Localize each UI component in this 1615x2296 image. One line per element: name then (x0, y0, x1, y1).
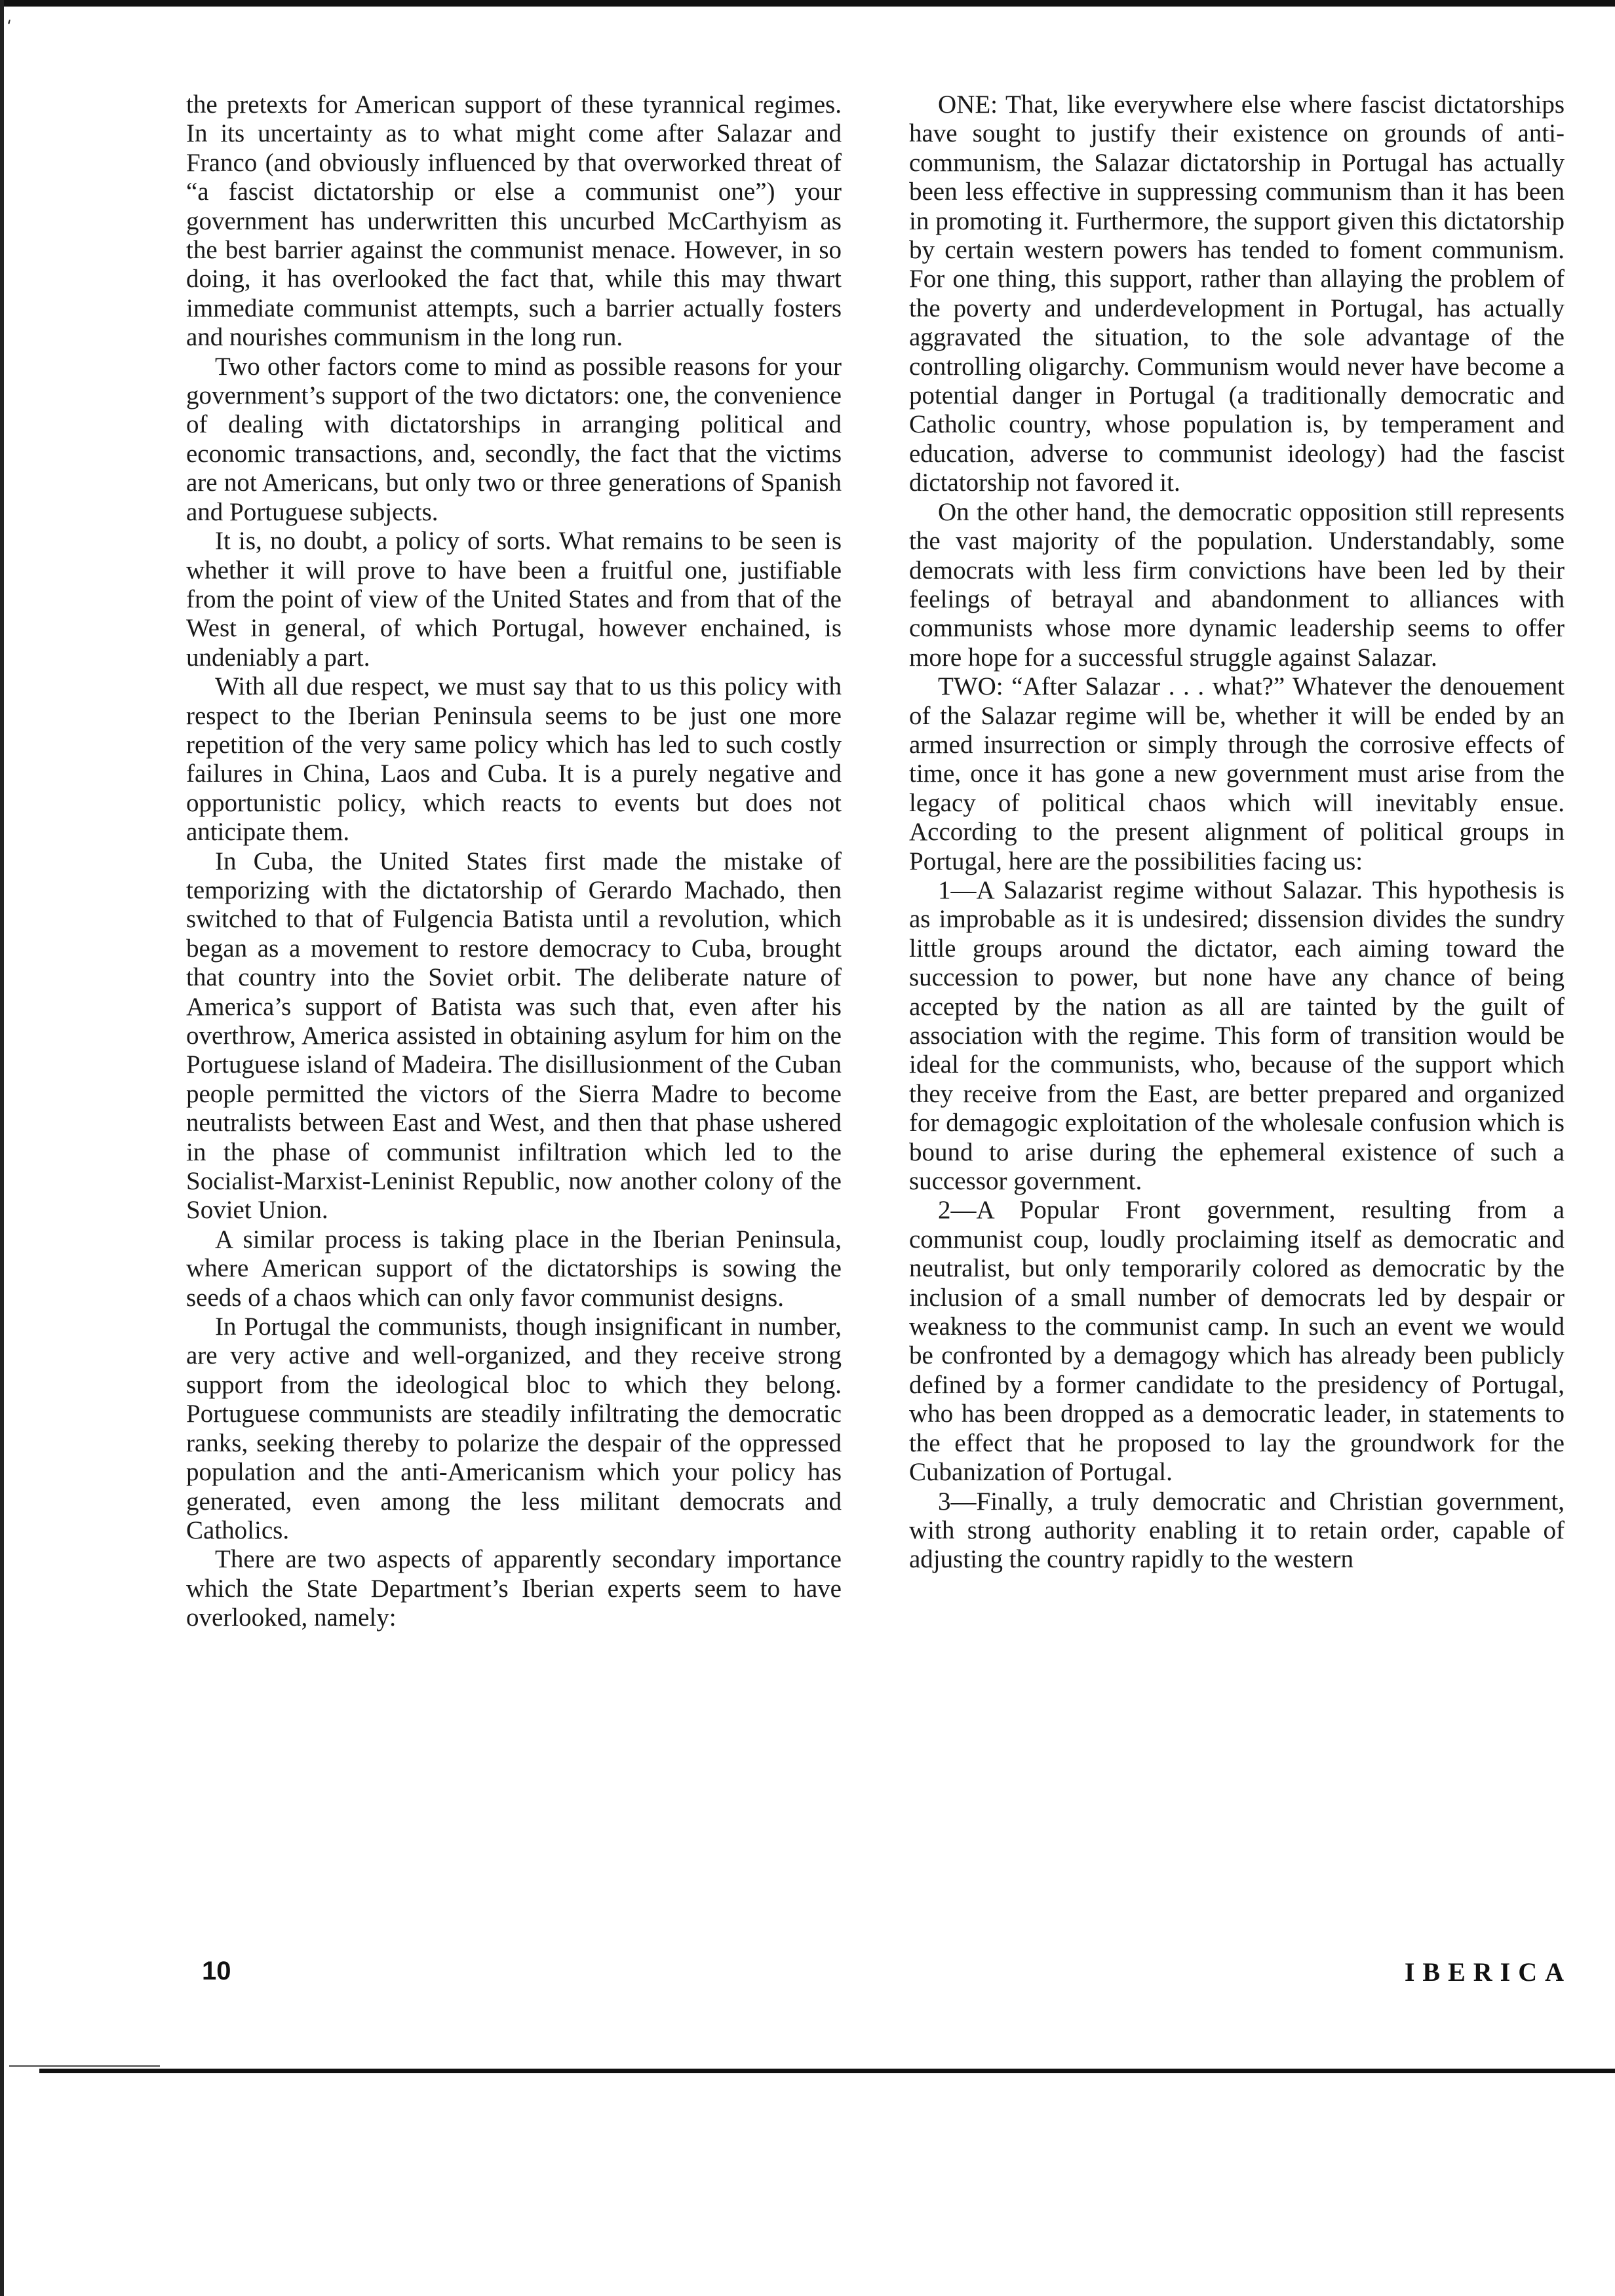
paragraph: On the other hand, the democratic opposition still represents the vast majority of the population. Understandably, some democrats with less firm convictions have been led by their feelings of betrayal and abandonment to alliances with communists whose more dynamic leadership seems to offer more hope for a successful struggle against Salazar. (909, 497, 1565, 672)
paragraph: In Portugal the communists, though insignificant in number, are very active and well-organized, and they receive strong support from the ideological bloc to which they belong. Portuguese communists are steadily infiltrating the democratic ranks, seeking thereby to polarize the despair of the oppressed population and the anti-Americanism which your policy has generated, even among the less militant democrats and Catholics. (186, 1312, 842, 1544)
paragraph: In Cuba, the United States first made the mistake of temporizing with the dictatorship of Gerardo Machado, then switched to that of Fulgencia Batista until a revolution, which began as a movement to restore democracy to Cuba, brought that country into the Soviet orbit. The deliberate nature of America’s support of Batista was such that, even after his overthrow, America assisted in obtaining asylum for him on the Portuguese island of Madeira. The disillusionment of the Cuban people permitted the victors of the Sierra Madre to become neutralists between East and West, and then that phase ushered in the phase of communist infiltration which led to the Socialist-Marxist-Leninist Republic, now another colony of the Soviet Union. (186, 847, 842, 1225)
paragraph: There are two aspects of apparently secondary importance which the State Department’s Iberian experts seem to have overlooked, namely: (186, 1545, 842, 1632)
paragraph: ONE: That, like everywhere else where fascist dictatorships have sought to justify their existence on grounds of anti-communism, the Salazar dictatorship in Portugal has actually been less effective in suppressing communism than it has been in promoting it. Furthermore, the support given this dictatorship by certain western powers has tended to foment communism. For one thing, this support, rather than allaying the problem of the poverty and underdevelopment in Portugal, has actually aggravated the situation, to the sole advantage of the controlling oligarchy. Communism would never have become a potential danger in Portugal (a traditionally democratic and Catholic country, whose population is, by temperament and education, adverse to communist ideology) had the fascist dictatorship not favored it. (909, 90, 1565, 497)
paragraph: the pretexts for American support of these tyrannical regimes. In its uncertainty as to what might come after Salazar and Franco (and obviously influenced by that overworked threat of “a fascist dictatorship or else a communist one”) your government has underwritten this uncurbed McCarthyism as the best barrier against the communist menace. However, in so doing, it has overlooked the fact that, while this may thwart immediate communist attempts, such a barrier actually fosters and nourishes communism in the long run. (186, 90, 842, 352)
right-column (909, 90, 1565, 1575)
paragraph: 3—Finally, a truly democratic and Christian government, with strong authority enabling it to retain order, capable of adjusting the country rapidly to the western (909, 1487, 1565, 1574)
corner-mark-icon: ⸲ (7, 7, 11, 26)
left-column (186, 90, 842, 1633)
publication-title: IBERICA (1404, 1957, 1572, 1987)
paragraph: 1—A Salazarist regime without Salazar. This hypothesis is as improbable as it is undesired; dissension divides the sundry little groups around the dictator, each aiming toward the succession to power, but none have any chance of being accepted by the nation as all are tainted by the guilt of association with the regime. This form of transition would be ideal for the communists, who, because of the support which they receive from the East, are better prepared and organized for demagogic exploitation of the wholesale confusion which is bound to arise during the ephemeral existence of such a successor government. (909, 875, 1565, 1196)
bottom-border-rule (39, 2069, 1615, 2073)
paragraph: Two other factors come to mind as possible reasons for your government’s support of the two dictators: one, the convenience of dealing with dictatorships in arranging political and economic transactions, and, secondly, the fact that the victims are not Americans, but only two or three generations of Spanish and Portuguese subjects. (186, 352, 842, 526)
paragraph: A similar process is taking place in the Iberian Peninsula, where American support of the dictatorships is sowing the seeds of a chaos which can only favor communist designs. (186, 1225, 842, 1312)
paragraph: TWO: “After Salazar . . . what?” Whatever the denouement of the Salazar regime will be, whether it will be ended by an armed insurrection or simply through the corrosive effects of time, once it has gone a new government must arise from the legacy of political chaos which will inevitably ensue. According to the present alignment of political groups in Portugal, here are the possibilities facing us: (909, 672, 1565, 875)
bottom-rule-accent (9, 2065, 160, 2067)
paragraph: With all due respect, we must say that to us this policy with respect to the Iberian Peninsula seems to be just one more repetition of the very same policy which has led to such costly failures in China, Laos and Cuba. It is a purely negative and opportunistic policy, which reacts to events but does not anticipate them. (186, 672, 842, 847)
left-border-rule (0, 0, 4, 2296)
page-number: 10 (202, 1957, 231, 1985)
paragraph: 2—A Popular Front government, resulting from a communist coup, loudly proclaiming itself as democratic and neutralist, but only temporarily colored as democratic by the inclusion of a small number of democrats led by despair or weakness to the communist camp. In such an event we would be confronted by a demagogy which has already been publicly defined by a former candidate to the presidency of Portugal, who has been dropped as a democratic leader, in statements to the effect that he proposed to lay the groundwork for the Cubanization of Portugal. (909, 1196, 1565, 1487)
paragraph: It is, no doubt, a policy of sorts. What remains to be seen is whether it will prove to have been a fruitful one, justifiable from the point of view of the United States and from that of the West in general, of which Portugal, however enchained, is undeniably a part. (186, 527, 842, 672)
top-border-rule (0, 0, 1615, 7)
